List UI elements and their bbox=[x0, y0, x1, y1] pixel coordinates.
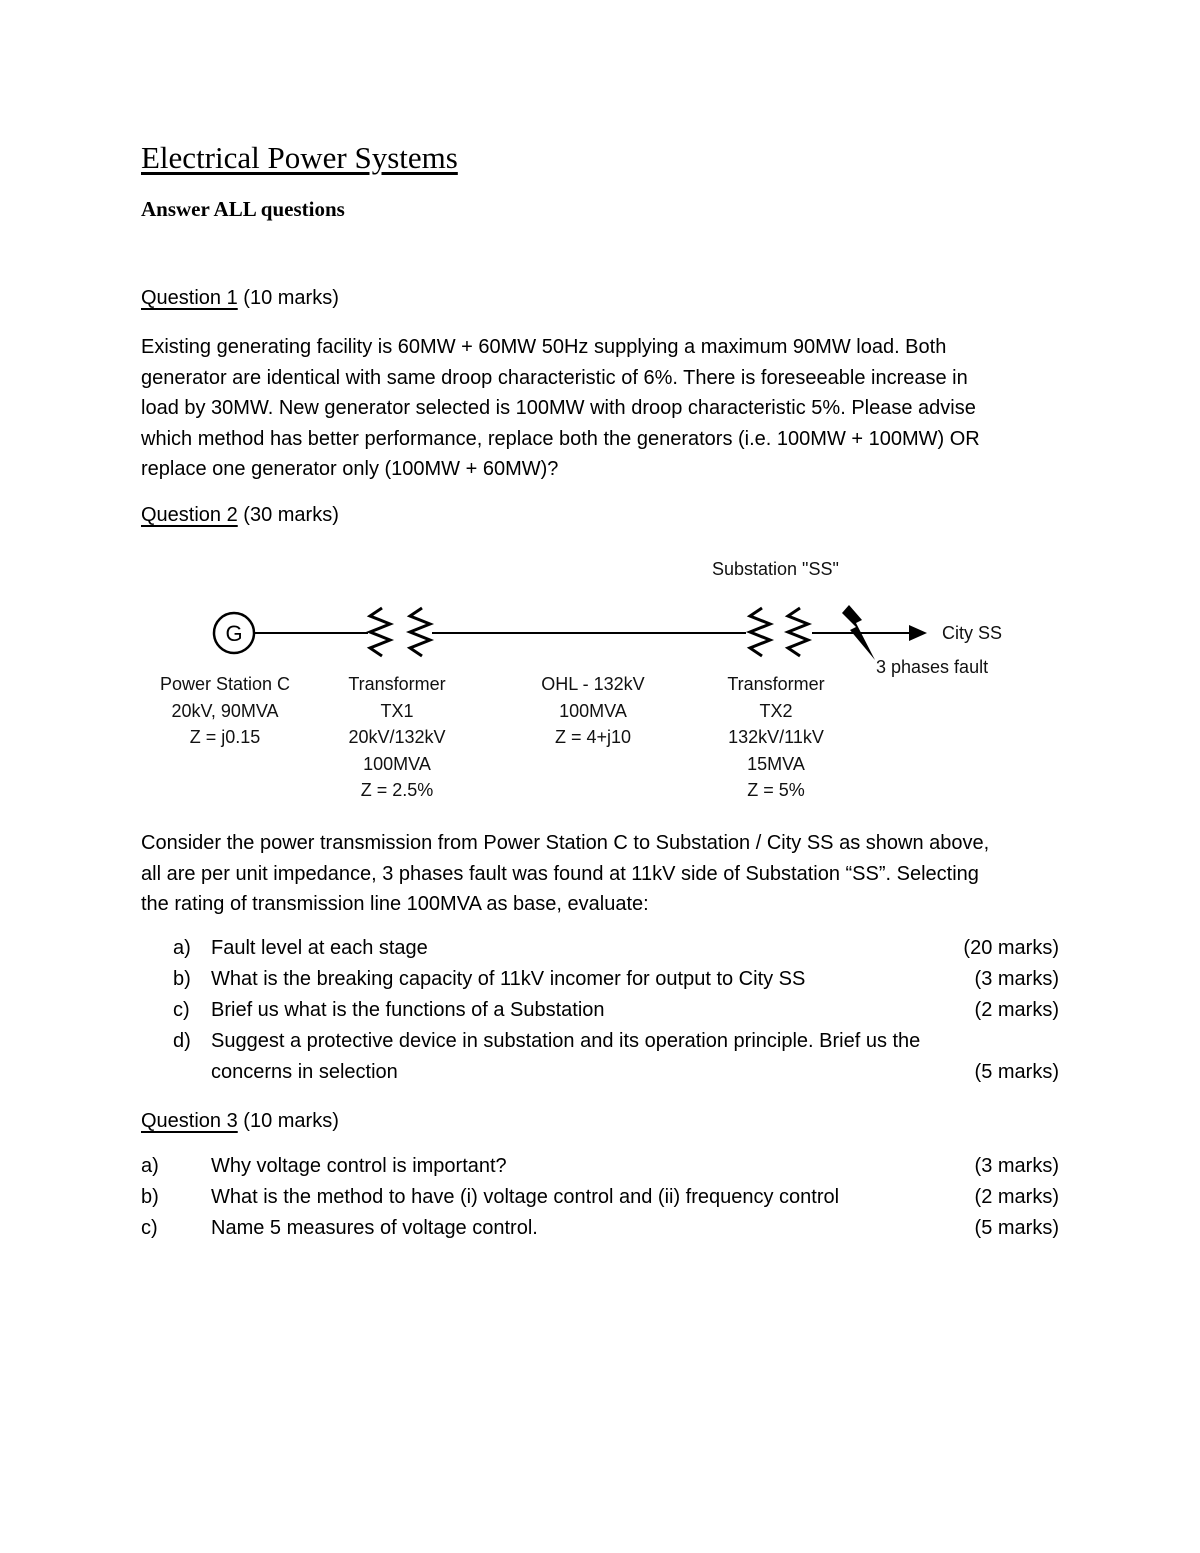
question-1-body bbox=[141, 332, 980, 485]
ohl-info bbox=[518, 671, 668, 751]
item-text: Why voltage control is important? bbox=[211, 1155, 507, 1177]
tx2-impedance: Z = 5% bbox=[747, 780, 805, 800]
paragraph-line: all are per unit impedance, 3 phases fault was found at 11kV side of Substation “SS”. Selecting bbox=[141, 862, 979, 885]
question-2-items bbox=[141, 937, 1059, 1092]
paragraph-line: which method has better performance, replace both the generators (i.e. 100MW + 100MW) OR bbox=[141, 427, 980, 450]
list-item-continuation bbox=[141, 1061, 1059, 1092]
item-marks: (20 marks) bbox=[963, 937, 1059, 959]
item-text: Suggest a protective device in substation and its operation principle. Brief us the bbox=[211, 1030, 921, 1052]
paragraph-line: load by 30MW. New generator selected is 100MW with droop characteristic 5%. Please advise bbox=[141, 397, 976, 419]
city-ss-label: City SS bbox=[942, 623, 1003, 643]
power-station-impedance: Z = j0.15 bbox=[189, 727, 261, 747]
item-text: Brief us what is the functions of a Substation bbox=[211, 999, 605, 1021]
tx2-info bbox=[701, 671, 851, 804]
list-item bbox=[141, 1186, 1059, 1217]
question-3-label: Question 3 bbox=[141, 1110, 238, 1132]
fault-label: 3 phases fault bbox=[876, 657, 989, 677]
tx2-type: Transformer bbox=[727, 674, 825, 694]
arrow-head-icon bbox=[909, 625, 927, 641]
item-letter: b) bbox=[141, 1186, 159, 1208]
item-text: Fault level at each stage bbox=[211, 937, 428, 959]
item-letter: b) bbox=[173, 968, 191, 990]
item-letter: a) bbox=[141, 1155, 159, 1177]
paragraph-line: Existing generating facility is 60MW + 60MW 50Hz supplying a maximum 90MW load. Both bbox=[141, 336, 947, 358]
item-marks: (5 marks) bbox=[974, 1061, 1059, 1083]
tx1-secondary-winding-icon bbox=[410, 608, 430, 656]
question-3-marks: (10 marks) bbox=[243, 1110, 339, 1132]
tx2-secondary-winding-icon bbox=[788, 608, 808, 656]
paragraph-line: replace one generator only (100MW + 60MW)? bbox=[141, 458, 559, 480]
question-2-heading bbox=[141, 504, 339, 527]
item-marks: (5 marks) bbox=[974, 1217, 1059, 1239]
paragraph-line: generator are identical with same droop characteristic of 6%. There is foreseeable increase in bbox=[141, 366, 968, 389]
ohl-rating: 100MVA bbox=[559, 700, 627, 721]
list-item bbox=[141, 1217, 1059, 1248]
question-3-heading bbox=[141, 1110, 339, 1133]
item-letter: a) bbox=[173, 937, 191, 959]
question-2-marks: (30 marks) bbox=[243, 504, 339, 526]
question-2-label: Question 2 bbox=[141, 504, 238, 526]
question-1-label: Question 1 bbox=[141, 287, 238, 309]
tx1-name: TX1 bbox=[380, 700, 414, 721]
substation-label: Substation "SS" bbox=[712, 559, 839, 579]
list-item bbox=[141, 968, 1059, 999]
power-station-rating: 20kV, 90MVA bbox=[171, 700, 279, 721]
page-subtitle: Answer ALL questions bbox=[141, 197, 345, 221]
tx2-rating: 15MVA bbox=[747, 753, 805, 774]
item-text: Name 5 measures of voltage control. bbox=[211, 1217, 538, 1239]
question-1-heading bbox=[141, 287, 339, 310]
item-marks: (2 marks) bbox=[974, 1186, 1059, 1208]
list-item bbox=[141, 999, 1059, 1030]
item-text: What is the breaking capacity of 11kV incomer for output to City SS bbox=[211, 968, 806, 990]
generator-symbol: G bbox=[225, 621, 243, 646]
list-item bbox=[141, 1030, 1059, 1061]
item-letter: d) bbox=[173, 1030, 191, 1052]
ohl-voltage: OHL - 132kV bbox=[541, 674, 645, 694]
single-line-diagram bbox=[0, 550, 1200, 810]
power-station-name: Power Station C bbox=[159, 674, 291, 694]
item-letter: c) bbox=[173, 999, 190, 1021]
tx2-primary-winding-icon bbox=[750, 608, 770, 656]
item-letter: c) bbox=[141, 1217, 158, 1239]
list-item bbox=[141, 1155, 1059, 1186]
question-3-items bbox=[141, 1155, 1059, 1248]
tx1-primary-winding-icon bbox=[370, 608, 390, 656]
item-marks: (3 marks) bbox=[974, 1155, 1059, 1177]
tx1-rating: 100MVA bbox=[363, 753, 431, 774]
paragraph-line: the rating of transmission line 100MVA as base, evaluate: bbox=[141, 893, 649, 915]
item-text: concerns in selection bbox=[211, 1061, 398, 1083]
paragraph-line: Consider the power transmission from Power Station C to Substation / City SS as shown above, bbox=[141, 832, 990, 854]
tx1-impedance: Z = 2.5% bbox=[360, 780, 434, 800]
list-item bbox=[141, 937, 1059, 968]
tx2-name: TX2 bbox=[759, 700, 793, 721]
question-2-body bbox=[141, 828, 989, 920]
ohl-impedance: Z = 4+j10 bbox=[554, 727, 632, 747]
page-title: Electrical Power Systems bbox=[141, 140, 458, 175]
tx1-info bbox=[322, 671, 472, 804]
item-marks: (3 marks) bbox=[974, 968, 1059, 990]
power-station-info bbox=[150, 671, 300, 751]
tx1-voltage: 20kV/132kV bbox=[348, 727, 446, 747]
item-marks: (2 marks) bbox=[974, 999, 1059, 1021]
tx1-type: Transformer bbox=[348, 674, 446, 694]
item-text: What is the method to have (i) voltage control and (ii) frequency control bbox=[211, 1186, 840, 1208]
question-1-marks: (10 marks) bbox=[243, 287, 339, 309]
tx2-voltage: 132kV/11kV bbox=[728, 727, 824, 747]
